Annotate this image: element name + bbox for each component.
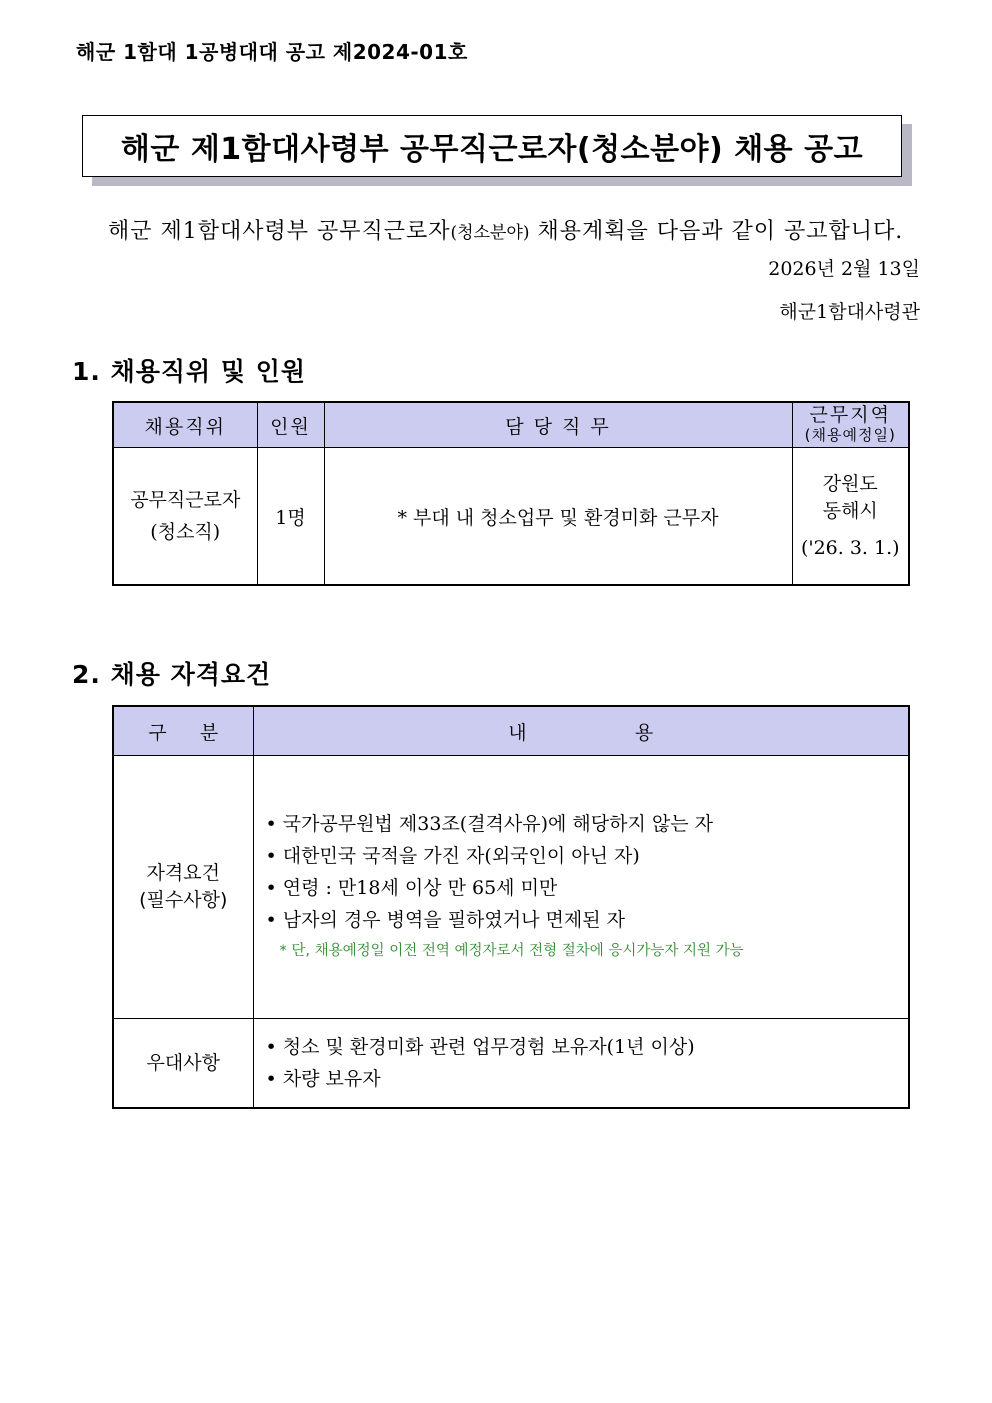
intro-text-end: 채용계획을 다음과 같이 공고합니다. xyxy=(529,219,904,244)
duty-cell: * 부대 내 청소업무 및 환경미화 근무자 xyxy=(324,448,792,586)
region-cell xyxy=(792,448,909,586)
page-title: 해군 제1함대사령부 공무직근로자(청소분야) 채용 공고 xyxy=(82,115,902,177)
section-heading-qualifications: 2. 채용 자격요건 xyxy=(72,660,272,689)
list-item: • 연령 : 만18세 이상 만 65세 미만 xyxy=(265,877,558,899)
region-city: 동해시 xyxy=(822,499,878,522)
intro-text-main: 해군 제1함대사령부 공무직근로자 xyxy=(108,219,451,244)
section-heading-positions: 1. 채용직위 및 인원 xyxy=(72,357,307,386)
issuer: 해군1함대사령관 xyxy=(779,301,920,323)
qualification-label: 자격요건 xyxy=(146,862,220,884)
intro-text-field: (청소분야) xyxy=(450,223,530,243)
col-count: 인원 xyxy=(257,402,324,448)
col-region-sublabel: (채용예정일) xyxy=(804,426,896,444)
table-row xyxy=(113,448,909,586)
qualifications-table xyxy=(112,705,910,1109)
position-type: (청소직) xyxy=(150,521,221,543)
col-region-label: 근무지역 xyxy=(809,404,891,426)
intro-text xyxy=(108,214,903,245)
preference-content-cell xyxy=(253,1019,909,1109)
qualification-content-cell xyxy=(253,756,909,1019)
qualification-note: * 단, 채용예정일 이전 전역 예정자로서 전형 절차에 응시가능자 지원 가능 xyxy=(279,943,744,959)
list-item: • 차량 보유자 xyxy=(265,1068,381,1090)
position-name: 공무직근로자 xyxy=(130,489,241,511)
col-content xyxy=(253,706,909,756)
region-start-date: ('26. 3. 1.) xyxy=(800,536,900,559)
col-category xyxy=(113,706,253,756)
list-item: • 대한민국 국적을 가진 자(외국인이 아닌 자) xyxy=(265,845,640,867)
table-row xyxy=(113,756,909,1019)
col-position: 채용직위 xyxy=(113,402,257,448)
count-cell: 1명 xyxy=(257,448,324,586)
qualification-label-cell xyxy=(113,756,253,1019)
position-cell xyxy=(113,448,257,586)
table-row xyxy=(113,1019,909,1109)
qualifications-table-header xyxy=(113,706,909,756)
col-content-char-2: 용 xyxy=(634,721,654,744)
region-province: 강원도 xyxy=(822,472,878,495)
col-duty: 담 당 직 무 xyxy=(324,402,792,448)
list-item: • 국가공무원법 제33조(결격사유)에 해당하지 않는 자 xyxy=(265,813,713,835)
list-item: • 청소 및 환경미화 관련 업무경험 보유자(1년 이상) xyxy=(265,1036,695,1058)
col-category-char-1: 구 xyxy=(148,721,167,744)
announcement-date: 2026년 2월 13일 xyxy=(768,258,920,280)
col-region xyxy=(792,402,909,448)
qualification-sublabel: (필수사항) xyxy=(139,889,228,911)
document-number: 해군 1함대 1공병대대 공고 제2024-01호 xyxy=(76,40,468,64)
positions-table xyxy=(112,401,910,586)
preference-label-cell: 우대사항 xyxy=(113,1019,253,1109)
list-item: • 남자의 경우 병역을 필하였거나 면제된 자 xyxy=(265,909,625,931)
positions-table-header xyxy=(113,402,909,448)
col-content-char-1: 내 xyxy=(508,721,527,744)
title-banner xyxy=(82,115,902,177)
col-category-char-2: 분 xyxy=(199,721,219,744)
